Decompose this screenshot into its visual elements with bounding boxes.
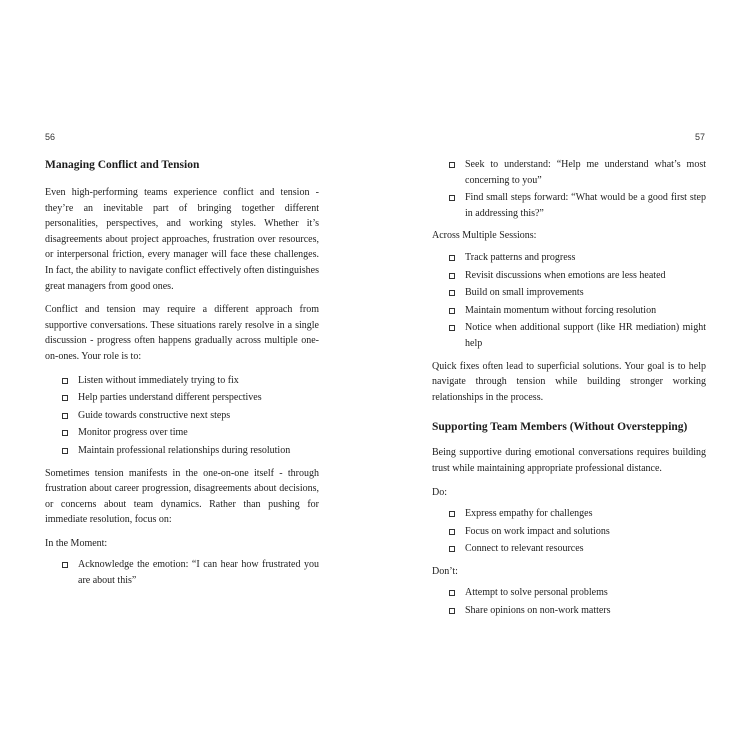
label-across-sessions: Across Multiple Sessions:	[432, 230, 537, 242]
list-item: Build on small improvements	[465, 285, 706, 301]
role-list	[45, 373, 319, 459]
label-in-the-moment: In the Moment:	[45, 537, 108, 549]
list-item: Attempt to solve personal problems	[465, 585, 706, 601]
page-number-left: 56	[45, 132, 56, 142]
list-item: Find small steps forward: “What would be a good first step in addressing this?”	[465, 190, 706, 221]
list-item: Notice when additional support (like HR mediation) might help	[465, 320, 706, 351]
dont-list	[432, 585, 706, 618]
paragraph-role: Conflict and tension may require a different approach from supportive conversations. These situations rarely resolve in a single discussion - progress often happens gradually across multiple one-on-ones. Your role is to:	[45, 304, 319, 362]
in-moment-list-continued	[432, 157, 706, 221]
list-item: Track patterns and progress	[465, 250, 706, 266]
list-item: Focus on work impact and solutions	[465, 524, 706, 540]
do-list	[432, 506, 706, 557]
list-item: Maintain momentum without forcing resolution	[465, 303, 706, 319]
list-item: Listen without immediately trying to fix	[78, 373, 319, 389]
right-page	[375, 0, 750, 750]
page-number-right: 57	[694, 132, 705, 142]
across-sessions-list	[432, 250, 706, 352]
list-item: Maintain professional relationships during resolution	[78, 443, 319, 459]
left-page-content	[45, 157, 319, 596]
label-dont: Don’t:	[432, 565, 458, 577]
list-item: Share opinions on non-work matters	[465, 603, 706, 619]
section-heading-conflict: Managing Conflict and Tension	[45, 159, 200, 171]
paragraph-tension: Sometimes tension manifests in the one-on-one itself - through frustration about career progression, disagreements about decisions, or concerns about team dynamics. Rather than pushing for immediate resolution, focus on:	[45, 467, 319, 526]
list-item: Acknowledge the emotion: “I can hear how frustrated you are about this”	[78, 557, 319, 588]
list-item: Express empathy for challenges	[465, 506, 706, 522]
list-item: Connect to relevant resources	[465, 541, 706, 557]
right-page-content	[432, 157, 706, 626]
section-heading-supporting: Supporting Team Members (Without Overstepping)	[432, 421, 688, 434]
paragraph-quick-fixes: Quick fixes often lead to superficial solutions. Your goal is to help navigate through tension while building stronger working relationships in the process.	[432, 360, 706, 403]
paragraph-intro: Even high-performing teams experience conflict and tension - they’re an inevitable part of bringing together different personalities, perspectives, and working styles. Whether it’s disagreements about project approaches, frustration over resources, or interpersonal friction, every manager will face these challenges. In fact, the ability to navigate conflict effectively often distinguishes great managers from good ones.	[45, 187, 319, 292]
list-item: Seek to understand: “Help me understand what’s most concerning to you”	[465, 157, 706, 188]
list-item: Guide towards constructive next steps	[78, 408, 319, 424]
paragraph-support: Being supportive during emotional conversations requires building trust while maintaining appropriate professional distance.	[432, 447, 706, 474]
list-item: Help parties understand different perspectives	[78, 390, 319, 406]
in-moment-list	[45, 557, 319, 588]
list-item: Monitor progress over time	[78, 425, 319, 441]
label-do: Do:	[432, 486, 447, 498]
list-item: Revisit discussions when emotions are less heated	[465, 268, 706, 284]
